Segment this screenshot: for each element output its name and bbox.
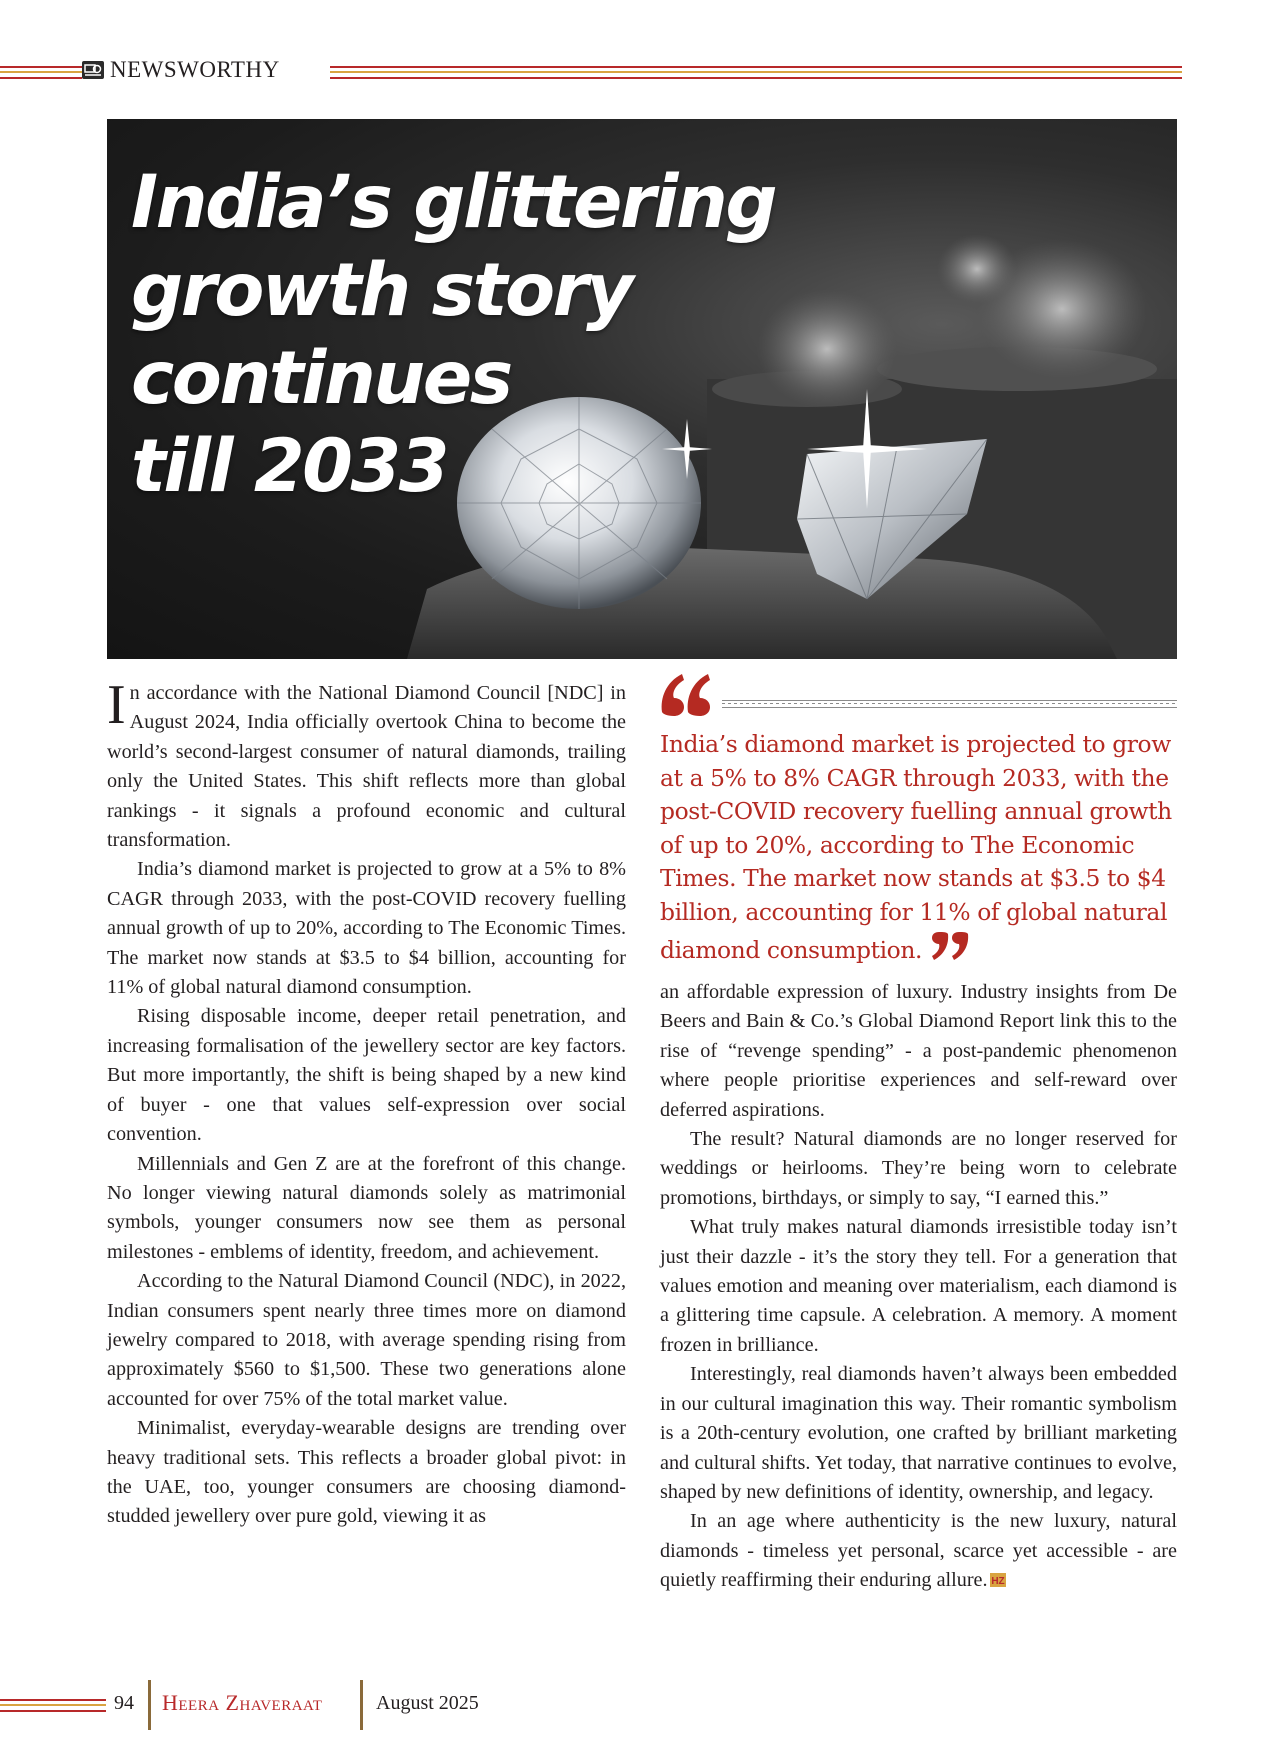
paragraph: Millennials and Gen Z are at the forefront of this change. No longer viewing natural diamonds solely as matrimonial symbols, younger consumers now see them as personal milestones - emblems of identity, freedom, and achievement. bbox=[107, 1152, 626, 1263]
article-column-left bbox=[107, 674, 626, 1532]
section-label: NEWSWORTHY bbox=[110, 57, 280, 82]
paragraph: According to the Natural Diamond Council (NDC), in 2022, Indian consumers spent nearly three times more on diamond jewelry compared to 2018, with average spending rising from approximately $560 to $1,500. These two generations alone accounted for over 75% of the total market value. bbox=[107, 1270, 626, 1410]
footer-rule bbox=[0, 1699, 106, 1712]
close-quote-icon bbox=[928, 930, 970, 962]
paragraph-text: In an age where authenticity is the new luxury, natural diamonds - timeless yet personal, scarce yet accessible - are quietly reaffirming their enduring allure. bbox=[660, 1510, 1177, 1592]
article-column-right bbox=[660, 978, 1177, 1596]
headline-line: till 2033 bbox=[131, 424, 448, 509]
footer-divider bbox=[148, 1680, 151, 1730]
paragraph: Rising disposable income, deeper retail penetration, and increasing formalisation of the jewellery sector are key factors. But more importantly, the shift is being shaped by a new kind of buyer - one that values self-expression over social convention. bbox=[107, 1005, 626, 1146]
paragraph: an affordable expression of luxury. Industry insights from De Beers and Bain & Co.’s Global Diamond Report link this to the rise of “revenge spending” - a post-pandemic phenomenon where people prioritise experiences and self-reward over deferred aspirations. bbox=[660, 981, 1177, 1121]
paragraph: Minimalist, everyday-wearable designs are trending over heavy traditional sets. This reflects a broader global pivot: in the UAE, too, younger consumers are choosing diamond-studded jewellery over pure gold, viewing it as bbox=[107, 1417, 626, 1528]
page-number: 94 bbox=[114, 1692, 134, 1714]
paragraph: The result? Natural diamonds are no longer reserved for weddings or heirlooms. They’re being worn to celebrate promotions, birthdays, or simply to say, “I earned this.” bbox=[660, 1128, 1177, 1209]
paragraph: India’s diamond market is projected to grow at a 5% to 8% CAGR through 2033, with the post-COVID recovery fuelling annual growth of up to 20%, according to The Economic Times. The market now stands at $3.5 to $4 billion, accounting for 11% of global natural diamond consumption. bbox=[107, 858, 626, 999]
paragraph: Interestingly, real diamonds haven’t always been embedded in our cultural imagination this way. Their romantic symbolism is a 20th-century evolution, one crafted by brilliant marketing and cultural shifts. Yet today, that narrative continues to evolve, shaped by new definitions of identity, ownership, and legacy. bbox=[660, 1363, 1177, 1503]
paragraph bbox=[107, 674, 626, 855]
paragraph bbox=[660, 1507, 1177, 1595]
pull-quote-rule bbox=[722, 700, 1177, 708]
open-quote-icon bbox=[658, 668, 714, 718]
hero-image bbox=[107, 119, 1177, 659]
headline-line: continues bbox=[131, 336, 511, 421]
newsworthy-section-icon bbox=[82, 61, 104, 79]
paragraph-text: n accordance with the National Diamond Council [NDC] in August 2024, India officially overtook China to become the world’s second-largest consumer of natural diamonds, trailing only the United States. This shift reflects more than global rankings - it signals a profound economic and cultural transformation. bbox=[107, 682, 626, 852]
footer-divider bbox=[360, 1680, 363, 1730]
pull-quote bbox=[660, 728, 1180, 967]
header-rule-right bbox=[330, 66, 1182, 79]
article-headline bbox=[131, 159, 851, 511]
pull-quote-text: India’s diamond market is projected to grow at a 5% to 8% CAGR through 2033, with the post-COVID recovery fuelling annual growth of up to 20%, according to The Economic Times. The market now stands at $3.5 to $4 billion, accounting for 11% of global natural diamond consumption. bbox=[660, 730, 1172, 964]
end-mark-text: HZ bbox=[990, 1576, 1005, 1588]
drop-cap: I bbox=[107, 674, 126, 736]
paragraph: What truly makes natural diamonds irresistible today isn’t just their dazzle - it’s the story they tell. For a generation that values emotion and meaning over materialism, each diamond is a glittering time capsule. A celebration. A memory. A moment frozen in brilliance. bbox=[660, 1216, 1177, 1356]
publication-name: Heera Zhaveraat bbox=[162, 1690, 323, 1715]
hz-end-mark-icon bbox=[990, 1573, 1006, 1587]
header-rule-left bbox=[0, 66, 82, 79]
issue-date: August 2025 bbox=[376, 1692, 479, 1714]
headline-line: growth story bbox=[131, 248, 632, 333]
headline-line: India’s glittering bbox=[131, 160, 776, 245]
